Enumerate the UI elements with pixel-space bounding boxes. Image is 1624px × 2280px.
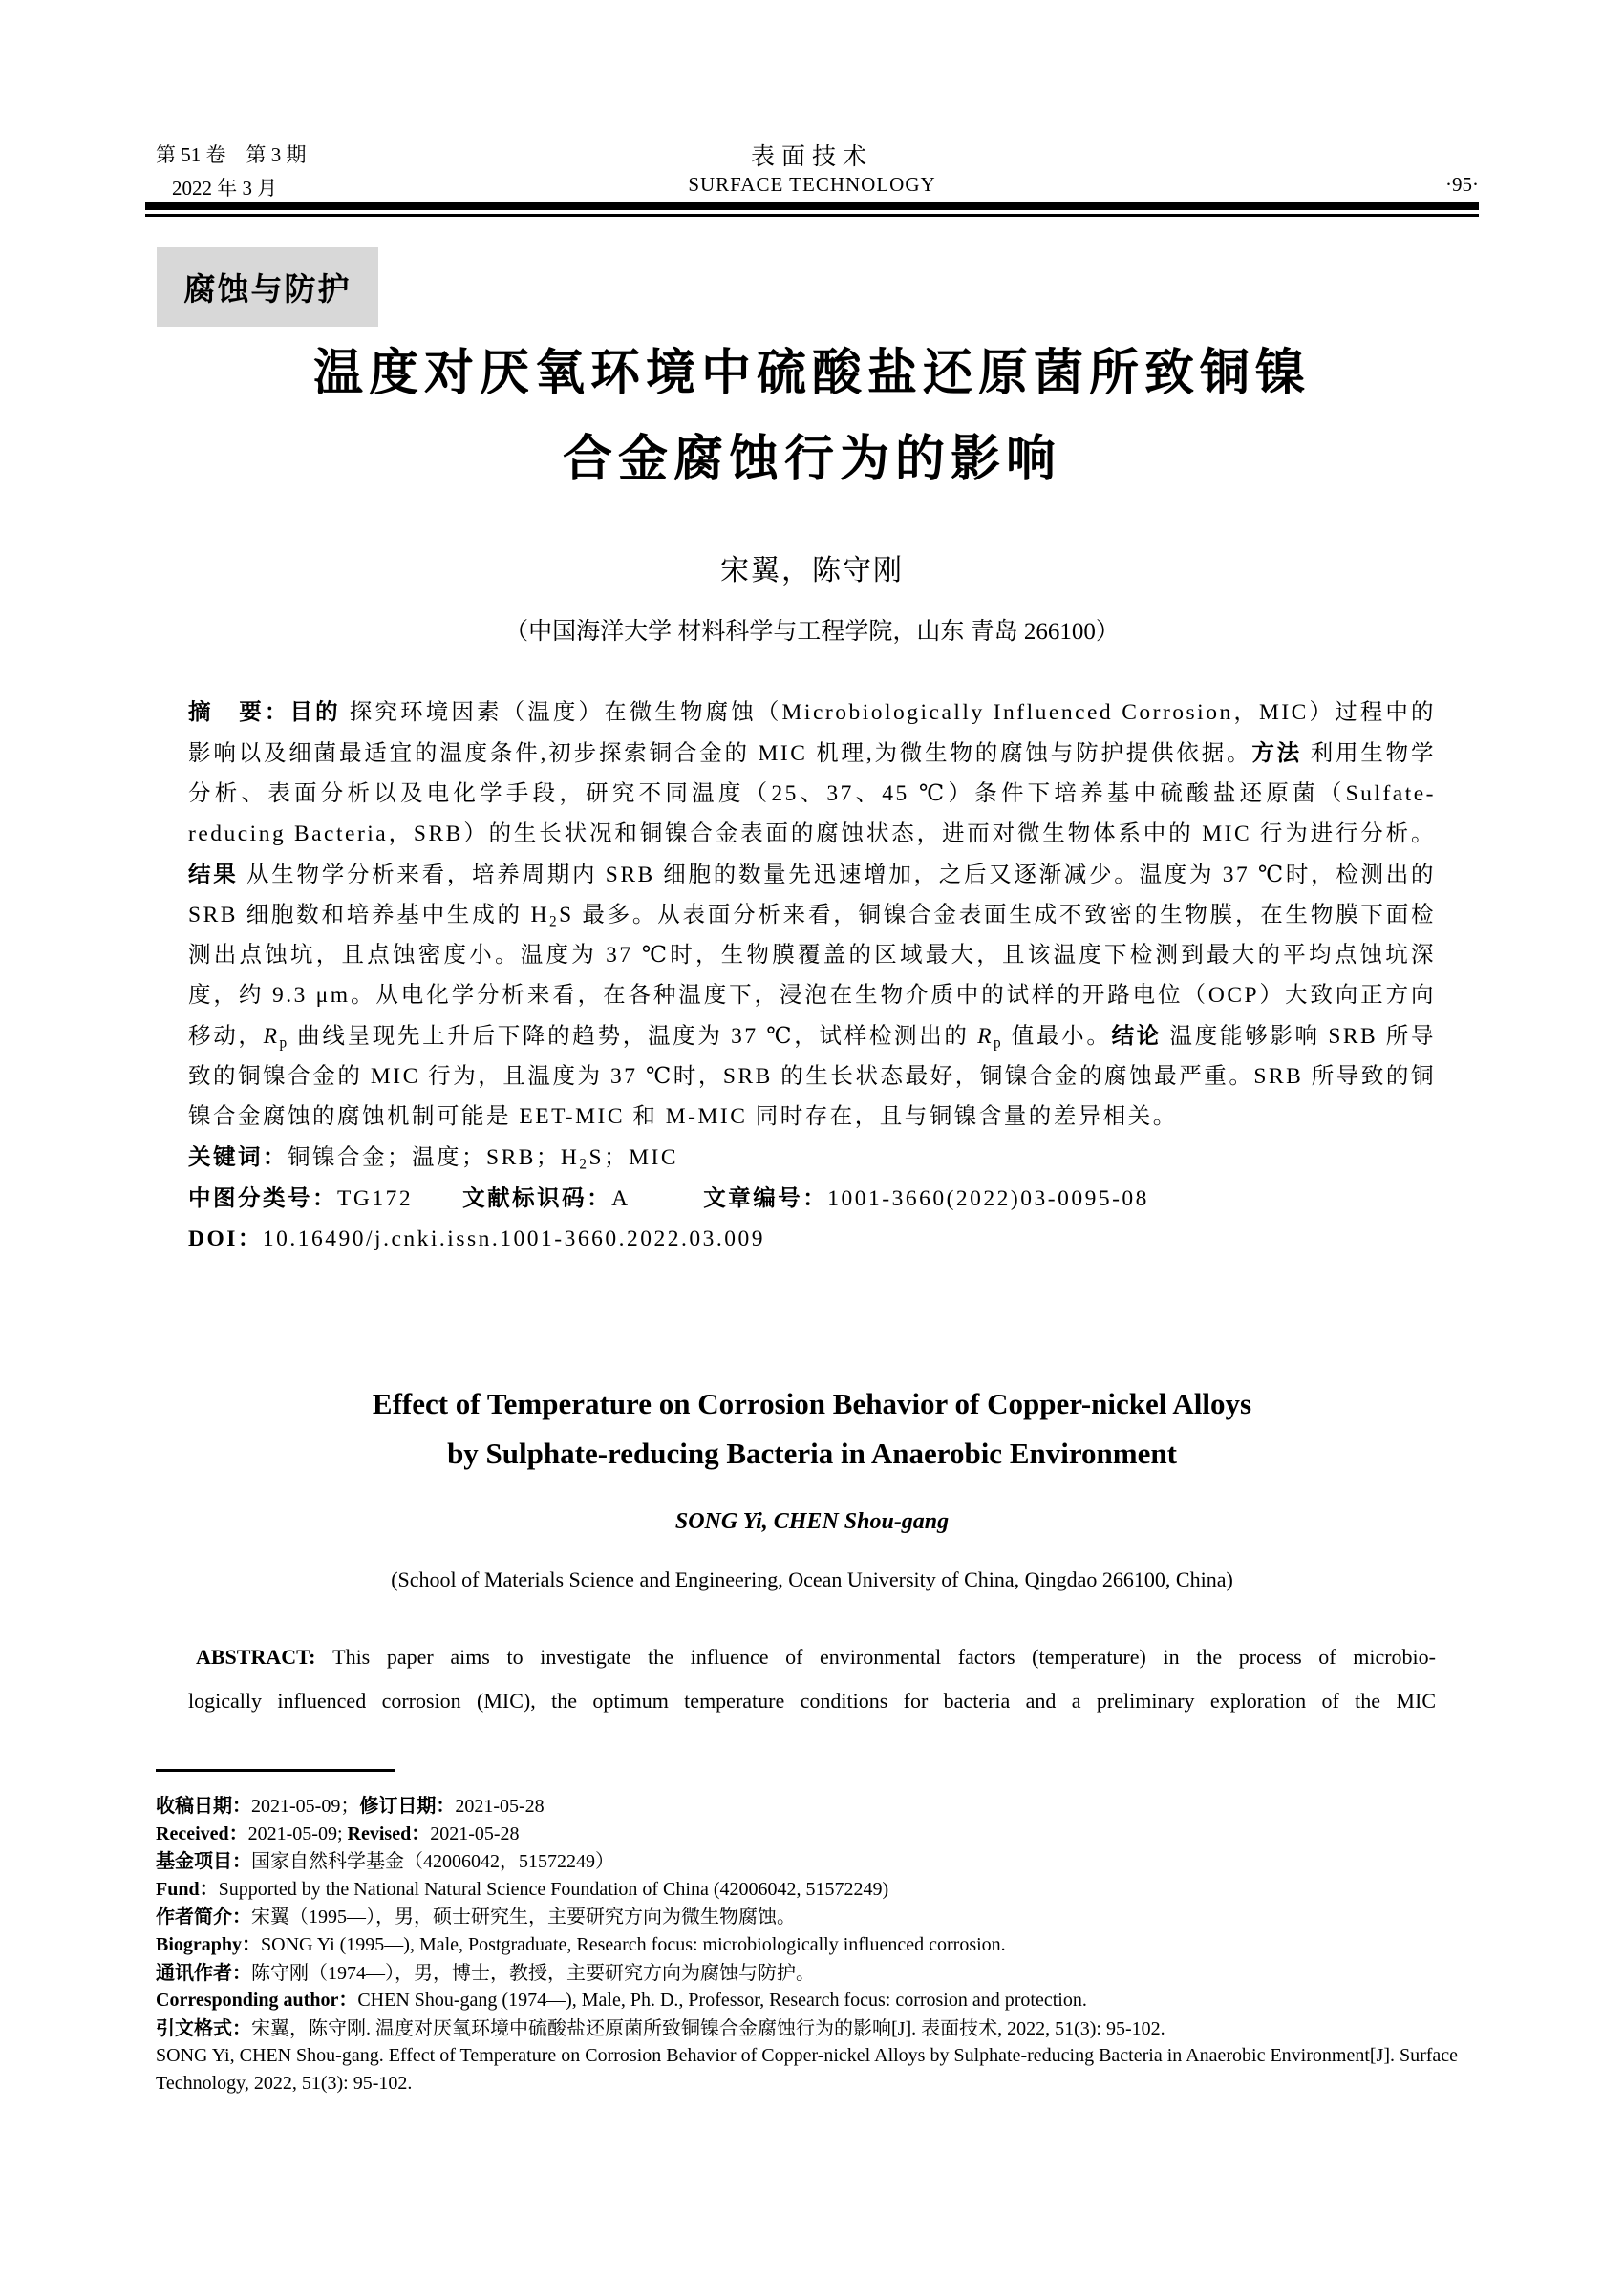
journal-title-en: SURFACE TECHNOLOGY: [688, 173, 936, 196]
footnote-biography-cn: 作者简介：宋翼（1995—），男，硕士研究生，主要研究方向为微生物腐蚀。: [156, 1905, 796, 1928]
doi-line: DOI：10.16490/j.cnki.issn.1001-3660.2022.03.009: [188, 1226, 765, 1251]
abstract-block-en: [188, 1635, 1436, 1723]
journal-title-cn: 表面技术: [750, 144, 873, 170]
footnote-biography-en: Biography：SONG Yi (1995—), Male, Postgraduate, Research focus: microbiologically influenced corrosion.: [156, 1933, 1006, 1955]
footnote-received-cn: 收稿日期：2021-05-09；修订日期：2021-05-28: [156, 1794, 545, 1817]
header-volume-issue: 第 51 卷 第 3 期: [156, 143, 307, 166]
article-title-en-line2: by Sulphate-reducing Bacteria in Anaerobic Environment: [447, 1437, 1177, 1470]
page-number: ·95·: [1445, 173, 1479, 196]
abstract-block-cn: [188, 692, 1436, 1259]
keywords-cn: 关键词：铜镍合金；温度；SRB；$H_2S$；MIC: [188, 1143, 678, 1173]
classification-line: 中图分类号：TG172 文献标识码：A 文章编号：1001-3660(2022)03-0095-08: [188, 1184, 1149, 1211]
abstract-en-line2: logically influenced corrosion (MIC), the optimum temperature conditions for bacteria and a preliminary exploration of the MIC: [188, 1689, 1436, 1713]
abstract-cn: 摘 要：目的 探究环境因素（温度）在微生物腐蚀（Microbiologically Influenced Corrosion，MIC）过程中的影响以及细菌最适宜的温度条件,初步探索铜合金的 MIC 机理,为微生物的腐蚀与防护提供依据。方法 利用生物学分析、表面分析以及电化学手段，研究不同温度（25、37、45 ℃）条件下培养基中硫酸盐还原菌（Sulfate-reducing Bacteria，SRB）的生长状况和铜镍合金表面的腐蚀状态，进而对微生物体系中的 MIC 行为进行分析。结果 从生物学分析来看，培养周期内 SRB 细胞的数量先迅速增加，之后又逐渐减少。温度为 37 ℃时，检测出的 SRB 细胞数和培养基中生成的 $H_2S$ 最多。从表面分析来看，铜镍合金表面生成不致密的生物膜，在生物膜下面检测出点蚀坑，且点蚀密度小。温度为 37 ℃时，生物膜覆盖的区域最大，且该温度下检测到最大的平均点蚀坑深度，约 9.3 μm。从电化学分析来看，在各种温度下，浸泡在生物介质中的试样的开路电位（OCP）大致向正方向移动，$R_p$ 曲线呈现先上升后下降的趋势，温度为 37 ℃，试样检测出的 $R_p$ 值最小。结论 温度能够影响 SRB 所导致的铜镍合金的 MIC 行为，且温度为 37 ℃时，SRB 的生长状态最好，铜镍合金的腐蚀最严重。SRB 所导致的铜镍合金腐蚀的腐蚀机制可能是 EET-MIC 和 M-MIC 同时存在，且与铜镍含量的差异相关。: [188, 698, 1437, 1129]
abstract-en-line1: ABSTRACT: This paper aims to investigate the influence of environmental factors (temperature) in the process of microbio-: [196, 1645, 1436, 1669]
footnote-fund-cn: 基金项目：国家自然科学基金（42006042，51572249）: [156, 1849, 614, 1873]
footnote-divider: [156, 1769, 395, 1772]
category-box: [157, 247, 378, 327]
footnote-corresponding-cn: 通讯作者：陈守刚（1974—），男，博士，教授，主要研究方向为腐蚀与防护。: [156, 1960, 815, 1984]
header-rule-thick: [145, 202, 1479, 210]
authors-cn: 宋翼，陈守刚: [720, 555, 904, 586]
footnote-corresponding-en: Corresponding author：CHEN Shou-gang (1974—), Male, Ph. D., Professor, Research focus: corrosion and protection.: [156, 1990, 1087, 2012]
footnote-received-en: Received：2021-05-09; Revised：2021-05-28: [156, 1822, 520, 1844]
header-rule-thin: [145, 214, 1479, 217]
article-title-cn-line1: 温度对厌氧环境中硫酸盐还原菌所致铜镍: [312, 345, 1311, 402]
footnote-fund-en: Fund：Supported by the National Natural Science Foundation of China (42006042, 51572249): [156, 1878, 889, 1900]
category-label: 腐蚀与防护: [183, 270, 352, 308]
affiliation-cn: （中国海洋大学 材料科学与工程学院，山东 青岛 266100）: [504, 619, 1120, 645]
footnote-citation-cn: 引文格式：宋翼，陈守刚. 温度对厌氧环境中硫酸盐还原菌所致铜镍合金腐蚀行为的影响[J]. 表面技术, 2022, 51(3): 95-102.: [156, 2015, 1165, 2039]
article-title-cn-line2: 合金腐蚀行为的影响: [562, 431, 1061, 488]
affiliation-en: (School of Materials Science and Engineering, Ocean University of China, Qingdao 266100, China): [391, 1567, 1233, 1591]
authors-en: SONG Yi, CHEN Shou-gang: [674, 1509, 950, 1534]
article-title-en-line1: Effect of Temperature on Corrosion Behavior of Copper-nickel Alloys: [372, 1387, 1252, 1420]
header-date: 2022 年 3 月: [172, 177, 278, 200]
footnotes: [156, 1792, 1485, 2098]
footnote-citation-en: SONG Yi, CHEN Shou-gang. Effect of Temperature on Corrosion Behavior of Copper-nickel Alloys by Sulphate-reducing Bacteria in Anaerobic Environment[J]. Surface Technology, 2022, 51(3): 95-102.: [156, 2045, 1459, 2094]
